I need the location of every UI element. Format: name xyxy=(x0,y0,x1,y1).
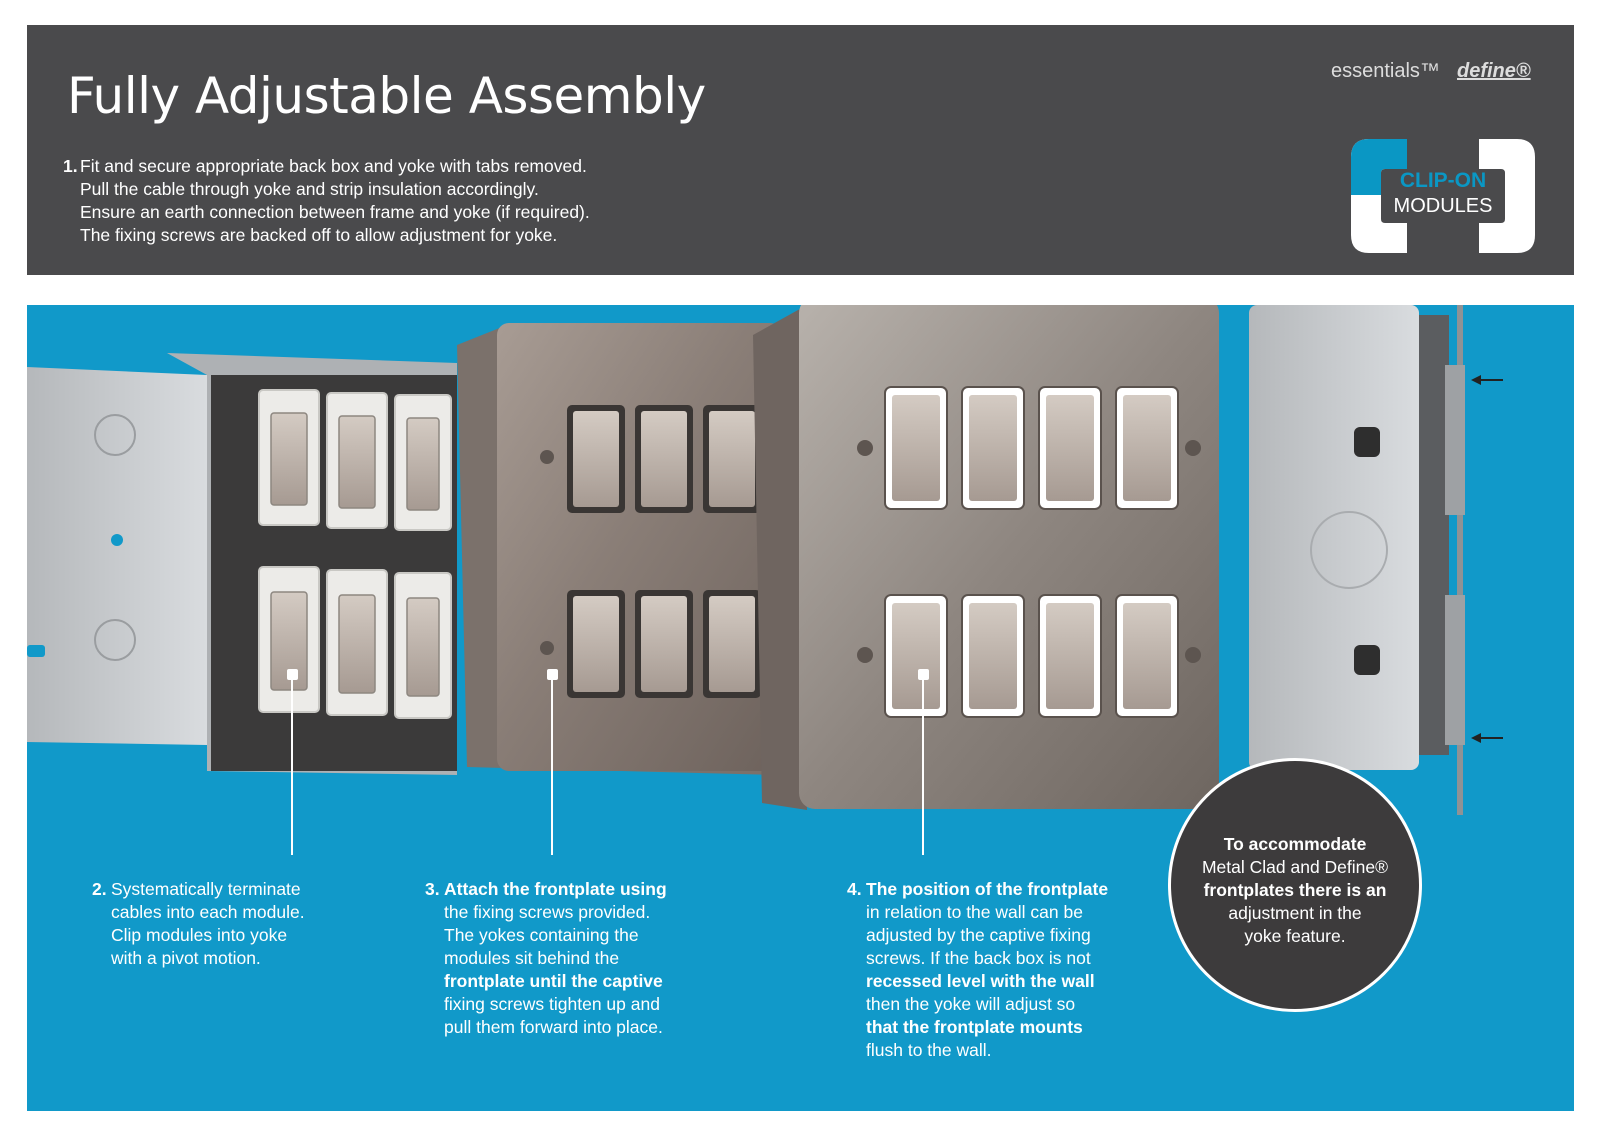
note-line: yoke feature. xyxy=(1244,926,1346,946)
step-4-instructions xyxy=(847,878,1108,1062)
step-3-number: 3. xyxy=(425,879,440,899)
step-3-instructions xyxy=(425,878,667,1039)
callout-marker-step-3 xyxy=(547,669,558,680)
note-line: frontplates there is an xyxy=(1203,880,1387,900)
essentials-logo: essentials™ xyxy=(1331,60,1440,82)
clip-on-modules-logo xyxy=(1349,137,1537,255)
define-logo: define® xyxy=(1457,60,1531,82)
callout-line-step-4 xyxy=(922,680,924,855)
step-4-line: The position of the frontplate xyxy=(866,879,1109,899)
step-2-line: Systematically terminate xyxy=(111,879,301,899)
callout-line-step-2 xyxy=(291,680,293,855)
callout-line-step-3 xyxy=(551,680,553,855)
callout-marker-step-4 xyxy=(918,669,929,680)
callout-marker-step-2 xyxy=(287,669,298,680)
step-1-number: 1. xyxy=(63,156,78,176)
arrow-left-icon xyxy=(1471,375,1503,385)
step-4-line: then the yoke will adjust so xyxy=(866,994,1076,1014)
step-3-line: The yokes containing the xyxy=(444,925,639,945)
note-line: To accommodate xyxy=(1223,834,1367,854)
modules-label: MODULES xyxy=(1393,195,1493,217)
step-1-line: Ensure an earth connection between frame and yoke (if required). xyxy=(80,202,590,222)
back-box xyxy=(27,353,457,775)
screw-icon xyxy=(857,440,873,456)
step-4-line: screws. If the back box is not xyxy=(866,948,1091,968)
header-band xyxy=(27,25,1574,275)
note-line: adjustment in the xyxy=(1228,903,1362,923)
step-2-line: with a pivot motion. xyxy=(111,948,261,968)
step-2-line: Clip modules into yoke xyxy=(111,925,288,945)
step-4-line: recessed level with the wall xyxy=(866,971,1095,991)
step-3-line: Attach the frontplate using xyxy=(444,879,667,899)
screw-icon xyxy=(540,450,554,464)
step-3-line: fixing screws tighten up and xyxy=(444,994,660,1014)
frontplate-middle xyxy=(457,323,782,775)
step-1-line: Fit and secure appropriate back box and yoke with tabs removed. xyxy=(80,156,587,176)
step-3-line: frontplate until the captive xyxy=(444,971,663,991)
step-4-line: in relation to the wall can be xyxy=(866,902,1083,922)
step-4-line: flush to the wall. xyxy=(866,1040,992,1060)
screw-icon xyxy=(1185,647,1201,663)
screw-icon xyxy=(1185,440,1201,456)
arrow-left-icon xyxy=(1471,733,1503,743)
step-4-line: adjusted by the captive fixing xyxy=(866,925,1091,945)
frontplate-front xyxy=(753,305,1219,810)
screw-icon xyxy=(857,647,873,663)
step-1-line: The fixing screws are backed off to allow adjustment for yoke. xyxy=(80,225,558,245)
screw-icon xyxy=(540,641,554,655)
page-title: Fully Adjustable Assembly xyxy=(67,67,706,125)
step-3-line: pull them forward into place. xyxy=(444,1017,663,1037)
step-2-instructions xyxy=(92,878,305,970)
note-line: Metal Clad and Define® xyxy=(1201,857,1389,877)
step-4-line: that the frontplate mounts xyxy=(866,1017,1083,1037)
step-3-line: the fixing screws provided. xyxy=(444,902,651,922)
step-3-line: modules sit behind the xyxy=(444,948,620,968)
side-profile xyxy=(1249,305,1503,815)
step-4-number: 4. xyxy=(847,879,862,899)
step-1-instructions xyxy=(63,155,713,247)
clip-on-label: CLIP-ON xyxy=(1399,169,1487,192)
yoke-adjustment-note xyxy=(1168,758,1422,1012)
step-1-line: Pull the cable through yoke and strip insulation accordingly. xyxy=(80,179,539,199)
step-2-number: 2. xyxy=(92,879,107,899)
step-2-line: cables into each module. xyxy=(111,902,305,922)
